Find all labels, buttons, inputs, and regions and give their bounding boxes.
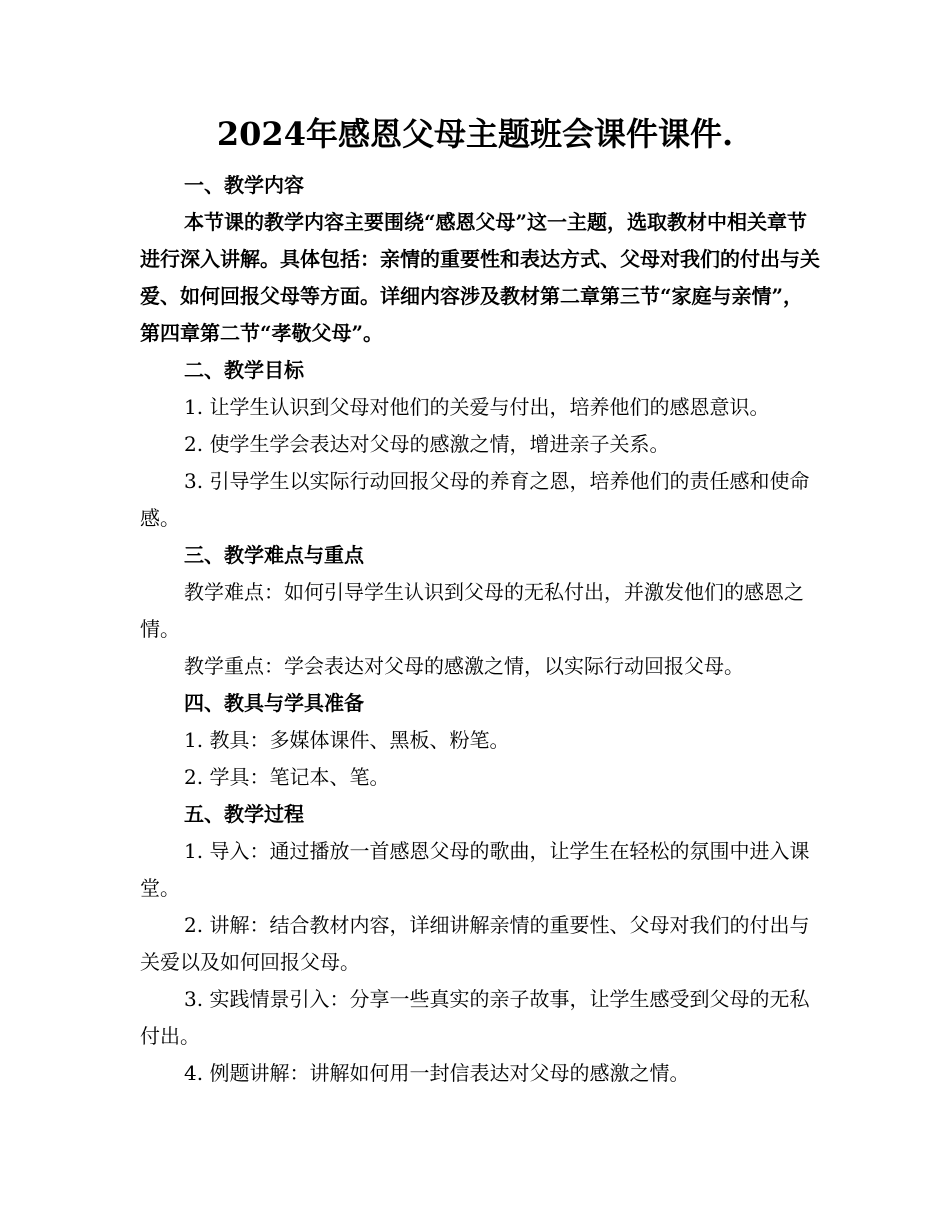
list-item: 3. 实践情景引入：分享一些真实的亲子故事，让学生感受到父母的无私付出。	[140, 987, 810, 1048]
list-item: 2. 讲解：结合教材内容，详细讲解亲情的重要性、父母对我们的付出与关爱以及如何回报父母。	[140, 913, 810, 974]
section-heading: 一、教学内容	[184, 173, 304, 197]
section-heading: 二、教学目标	[184, 358, 304, 382]
list-item: 2. 学具：笔记本、笔。	[184, 765, 390, 789]
list-item: 4. 例题讲解：讲解如何用一封信表达对父母的感激之情。	[184, 1061, 690, 1085]
list-item: 1. 导入：通过播放一首感恩父母的歌曲，让学生在轻松的氛围中进入课堂。	[140, 839, 810, 900]
list-item: 3. 引导学生以实际行动回报父母的养育之恩，培养他们的责任感和使命感。	[140, 469, 810, 530]
section-paragraph: 教学难点：如何引导学生认识到父母的无私付出，并激发他们的感恩之情。	[140, 580, 804, 641]
section-paragraph: 本节课的教学内容主要围绕“感恩父母”这一主题，选取教材中相关章节进行深入讲解。具体包括：亲情的重要性和表达方式、父母对我们的付出与关爱、如何回报父母等方面。详细内容涉及教材第二章第三节“家庭与亲情”，第四章第二节“孝敬父母”。	[140, 210, 820, 345]
section-heading: 三、教学难点与重点	[184, 543, 364, 567]
list-item: 1. 让学生认识到父母对他们的关爱与付出，培养他们的感恩意识。	[184, 395, 770, 419]
section-heading: 五、教学过程	[184, 802, 304, 826]
section-heading: 四、教具与学具准备	[184, 691, 364, 715]
document-body	[140, 167, 820, 1092]
list-item: 1. 教具：多媒体课件、黑板、粉笔。	[184, 728, 510, 752]
section-paragraph: 教学重点：学会表达对父母的感激之情，以实际行动回报父母。	[184, 654, 744, 678]
list-item: 2. 使学生学会表达对父母的感激之情，增进亲子关系。	[184, 432, 670, 456]
document-title: 2024年感恩父母主题班会课件课件.	[216, 115, 734, 153]
